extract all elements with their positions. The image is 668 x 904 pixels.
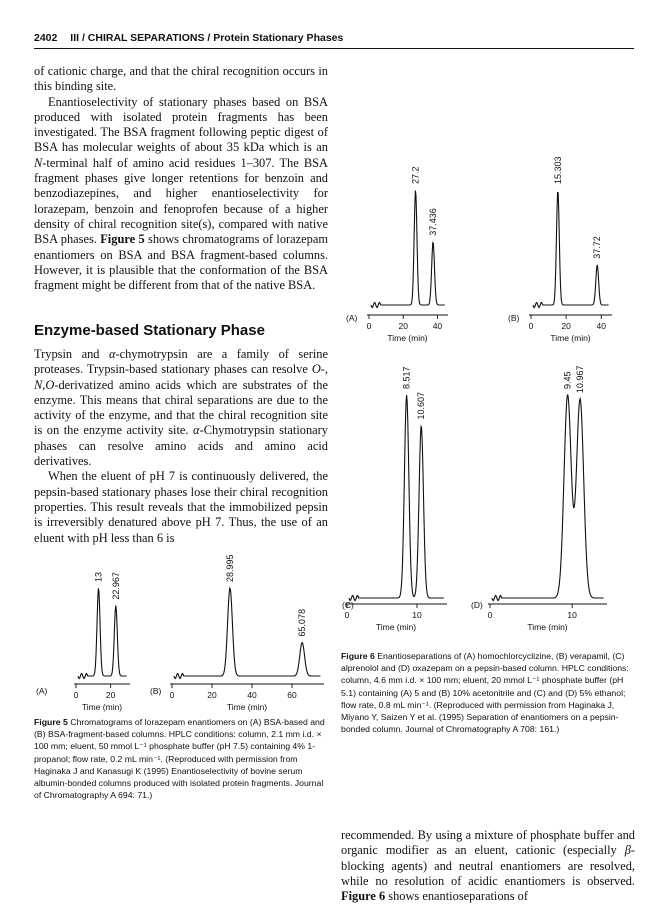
fig6A-tick-label-3: 40 [432, 321, 443, 331]
fig6A-xlabel: Time (min) [387, 333, 428, 343]
fig5B-tick-label-3: 40 [247, 690, 257, 700]
fig6A-peak-label-2: 37.436 [428, 208, 439, 236]
fig5A-peak-label-2: 22.967 [110, 572, 121, 600]
fig6B-trace [533, 192, 609, 308]
fig6D-peak-label-2: 10.967 [575, 365, 586, 394]
fig6B-tick-label-1: 0 [528, 321, 534, 331]
fig6A-tick-label-1: 0 [366, 321, 372, 331]
fig5B-panel-label: (B) [150, 686, 162, 696]
fig5B-tick-label-2: 20 [207, 690, 217, 700]
figure-6-label: Figure 6 [341, 651, 375, 661]
fig6C-tick-label-2: 10 [412, 610, 422, 620]
fig6B-peak-label-2: 37.72 [592, 236, 603, 259]
fig6D-peak-label-1: 9.45 [562, 371, 573, 389]
fig5B-trace [174, 588, 320, 678]
fig5B-tick-label-1: 0 [169, 690, 175, 700]
fig6A-tick-label-2: 20 [398, 321, 408, 331]
fig6A-panel-label: (A) [346, 313, 358, 323]
fig6C-tick-label-1: 0 [344, 610, 350, 620]
fig5A-peak-label-1: 13 [93, 571, 104, 582]
left-column-mid-text [34, 347, 328, 546]
fig6B-xlabel: Time (min) [550, 333, 591, 343]
fig5B-tick-label-4: 60 [287, 690, 297, 700]
fig6A-peak-label-1: 27.2 [410, 166, 421, 184]
fig6D-tick-label-1: 0 [487, 610, 493, 620]
fig6C-peak-label-2: 10.607 [416, 391, 427, 420]
figure-5-label: Figure 5 [34, 717, 68, 727]
fig5A-panel-label: (A) [36, 686, 48, 696]
paragraph-2: Enantioselectivity of stationary phases based on BSA produced with isolated protein fragments has been investigated. The BSA fragment following peptic digest of BSA has molecular weights of about 35 kDa which is an N-terminal half of amino acid residues 1–307. The BSA fragment phases give longer retentions for benzoin and benzodiazepines, and higher enantioselectivity for lorazepam, benzoin and fenoprofen because of a higher density of chiral recognition site(s), compared with native BSA phases. Figure 5 shows chromatograms of lorazepam enantiomers on BSA and BSA fragment-based columns. However, it is plausible that the conformation of the BSA fragment might be different from that of the native BSA. [34, 94, 328, 293]
left-column-top-text [34, 64, 328, 293]
fig6C-xlabel: Time (min) [375, 622, 417, 632]
fig5B-xlabel: Time (min) [226, 702, 268, 712]
running-header [34, 32, 634, 44]
section-heading: Enzyme-based Stationary Phase [34, 322, 265, 339]
header-rule [34, 48, 634, 49]
figure-5-caption: Figure 5 Chromatograms of lorazepam enantiomers on (A) BSA-based and (B) BSA-fragment-based columns. HPLC conditions: column, 2.1 mm i.d. × 100 mm; eluent, 50 mmol L⁻¹ phosphate buffer (pH 7.5) containing 4% 1-propanol; flow rate, 0.2 mL min⁻¹. (Reproduced with permission from Haginaka J and Kanasugi K (1995) Enantioselectivity of bovine serum albumin-bonded columns produced with isolated protein fragments. Journal of Chromatography A 694: 71.) [34, 717, 325, 801]
figure-6-caption: Figure 6 Enantioseparations of (A) homochlorcyclizine, (B) verapamil, (C) alprenolol and (D) oxazepam on a pepsin-based column. HPLC conditions: column, 4.6 mm i.d. × 100 mm; eluent, 20 mmol L⁻¹ phosphate buffer (pH 5.1) containing (A) 5 and (B) 10% acetonitrile and (C) and (D) 5% ethanol; flow rate, 0.8 mL min⁻¹. (Reproduced with permission from Haginaka J, Miyano Y, Saizen Y et al. (1995) Separation of enantiomers on a pepsin-bonded column. Journal of Chromatography A 708: 161.) [341, 651, 629, 735]
fig5A-tick-label-2: 20 [105, 690, 116, 700]
fig6B-tick-label-2: 20 [561, 321, 571, 331]
fig6C-trace [349, 395, 444, 601]
paragraph-4: When the eluent of pH 7 is continuously delivered, the pepsin-based stationary phases lose their chiral recognition properties. This result reveals that the immobilized pepsin is irreversibly denatured above pH 7. Thus, the use of an eluent with pH less than 6 is [34, 469, 328, 545]
fig5A-xlabel: Time (min) [81, 702, 123, 712]
fig6D-tick-label-2: 10 [567, 610, 577, 620]
fig6B-peak-label-1: 15.303 [552, 156, 563, 184]
fig5A-trace [78, 588, 127, 678]
paragraph-1: of cationic charge, and that the chiral recognition occurs in this binding site. [34, 64, 328, 94]
figure-6-reference[interactable]: Figure 6 [341, 889, 386, 904]
fig6A-trace [371, 191, 445, 308]
fig6D-xlabel: Time (min) [527, 622, 568, 632]
fig6C-panel-label: (C) [342, 600, 354, 610]
paragraph-5: recommended. By using a mixture of phosphate buffer and organic modifier as an eluent, cationic (especially β-blocking agents) and neutral enantiomers are resolved, while no resolution of acidic enantiomers is observed. Figure 6 shows enantioseparations of [341, 828, 635, 904]
figure-5-reference[interactable]: Figure 5 [100, 232, 145, 247]
fig6B-tick-label-3: 40 [596, 321, 606, 331]
fig5B-peak-label-2: 65.078 [297, 609, 308, 637]
fig6D-panel-label: (D) [471, 600, 483, 610]
page-number: 2402 [34, 32, 58, 44]
fig6B-panel-label: (B) [508, 313, 520, 323]
running-title: III / CHIRAL SEPARATIONS / Protein Stationary Phases [70, 32, 344, 44]
fig5B-peak-label-1: 28.995 [224, 554, 235, 582]
right-column-bottom-text [341, 828, 635, 904]
fig6C-peak-label-1: 8.517 [401, 366, 412, 389]
fig6D-trace [492, 395, 604, 601]
paragraph-3: Trypsin and α-chymotrypsin are a family of serine proteases. Trypsin-based stationary phases can resolve O-, N,O-derivatized amino acids which are substrates of the enzyme. This means that chiral separations are due to the activity of the enzyme, and that the chiral recognition site is on the enzyme activity site. α-Chymotrypsin stationary phases can resolve amino acids and amino acid derivatives. [34, 347, 328, 469]
fig5A-tick-label-1: 0 [73, 690, 79, 700]
